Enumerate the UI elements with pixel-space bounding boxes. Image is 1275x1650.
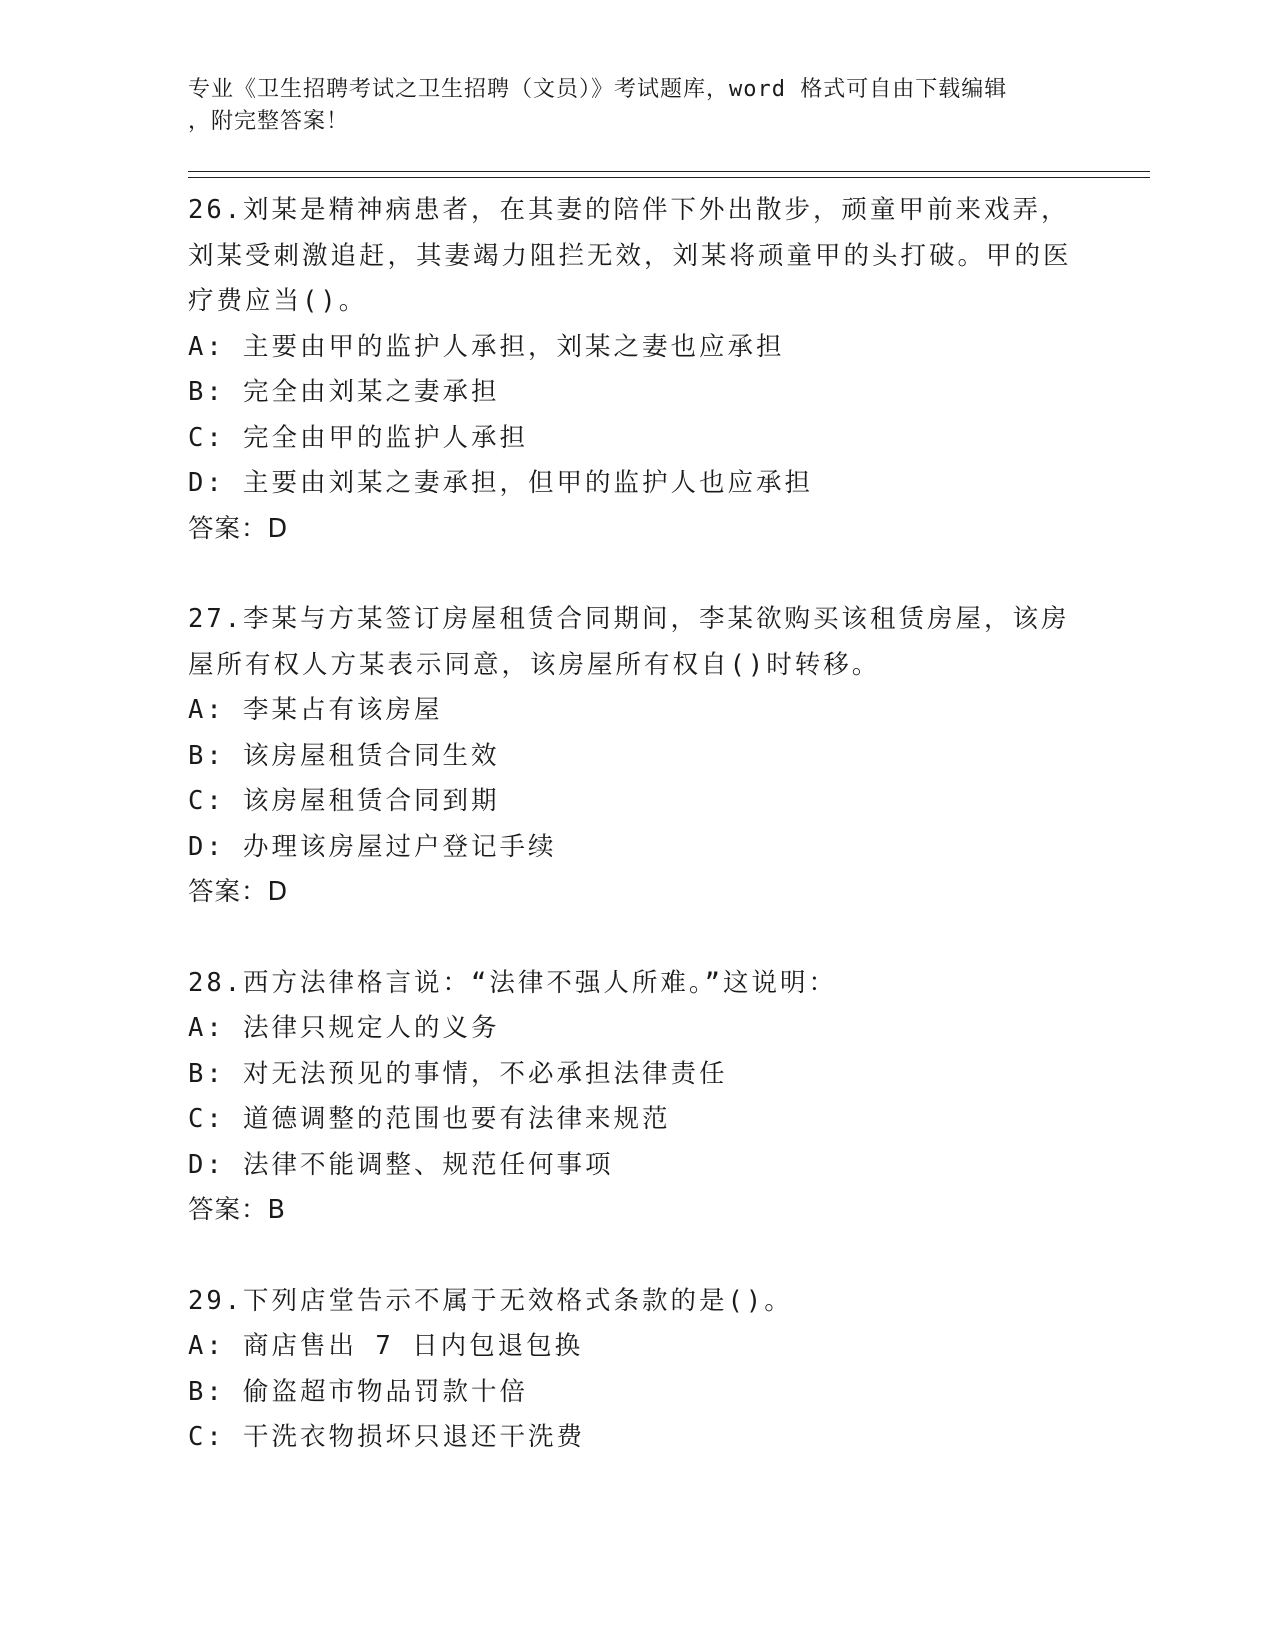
question-text: 27.李某与方某签订房屋租赁合同期间，李某欲购买该租赁房屋，该房屋所有权人方某表示同意，该房屋所有权自()时转移。 [188, 604, 1070, 680]
header-line-2: ，附完整答案！ [188, 109, 350, 134]
answer: 答案：B [188, 1195, 286, 1225]
option-c: C: 干洗衣物损坏只退还干洗费 [188, 1422, 586, 1452]
spacer [188, 1234, 1088, 1279]
question-text: 26.刘某是精神病患者，在其妻的陪伴下外出散步，顽童甲前来戏弄，刘某受刺激追赶，其妻竭力阻拦无效，刘某将顽童甲的头打破。甲的医疗费应当()。 [188, 195, 1072, 316]
option-d: D: 法律不能调整、规范任何事项 [188, 1149, 614, 1180]
document-header [188, 74, 1078, 138]
option-b: B: 偷盗超市物品罚款十倍 [188, 1376, 529, 1407]
question-text: 29.下列店堂告示不属于无效格式条款的是()。 [188, 1285, 793, 1316]
answer: 答案：D [188, 513, 289, 544]
header-rule-bottom [188, 177, 1150, 178]
option-b: B: 完全由刘某之妻承担 [188, 377, 500, 407]
question-28 [188, 961, 1088, 1234]
option-c: C: 完全由甲的监护人承担 [188, 422, 529, 453]
spacer [188, 916, 1088, 961]
option-b: B: 该房屋租赁合同生效 [188, 740, 500, 771]
option-a: A: 李某占有该房屋 [188, 695, 443, 725]
option-c: C: 道德调整的范围也要有法律来规范 [188, 1104, 671, 1134]
option-b: B: 对无法预见的事情，不必承担法律责任 [188, 1058, 728, 1089]
question-text: 28.西方法律格言说：“法律不强人所难。”这说明： [188, 967, 838, 998]
spacer [188, 552, 1088, 597]
option-d: D: 主要由刘某之妻承担，但甲的监护人也应承担 [188, 468, 814, 498]
question-27 [188, 597, 1088, 916]
option-d: D: 办理该房屋过户登记手续 [188, 831, 557, 862]
option-c: C: 该房屋租赁合同到期 [188, 786, 500, 816]
option-a: A: 法律只规定人的义务 [188, 1013, 500, 1043]
question-26 [188, 188, 1088, 552]
answer: 答案：D [188, 877, 289, 907]
question-29 [188, 1279, 1088, 1461]
option-a: A: 商店售出 7 日内包退包换 [188, 1331, 584, 1361]
question-list [188, 188, 1088, 1461]
option-a: A: 主要由甲的监护人承担，刘某之妻也应承担 [188, 331, 785, 362]
header-rule-top [188, 171, 1150, 172]
header-line-1: 专业《卫生招聘考试之卫生招聘（文员）》考试题库，word 格式可自由下载编辑 [188, 77, 1008, 102]
